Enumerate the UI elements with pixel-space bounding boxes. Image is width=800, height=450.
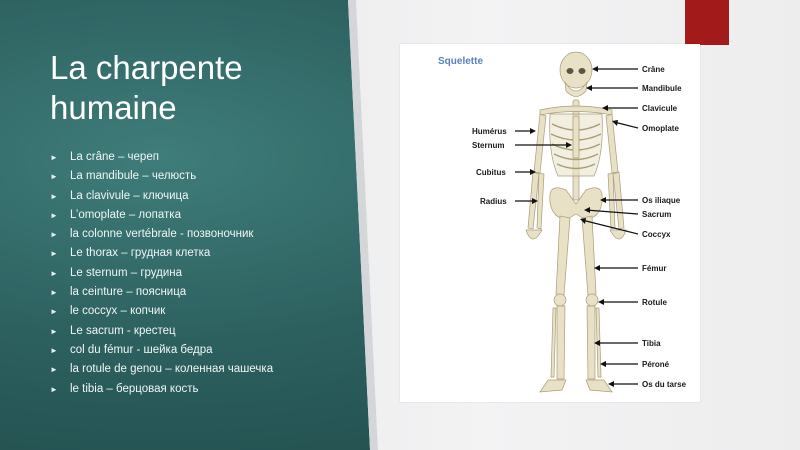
bullet-arrow-icon: ► — [50, 268, 58, 278]
bullet-arrow-icon: ► — [50, 288, 58, 298]
list-item — [50, 264, 273, 283]
list-item — [50, 187, 273, 206]
label-cubitus: Cubitus — [476, 168, 506, 177]
bullet-arrow-icon: ► — [50, 230, 58, 240]
skeleton-icon — [526, 52, 626, 392]
vocab-list — [50, 148, 273, 399]
label-humerus: Humérus — [472, 127, 507, 136]
bullet-arrow-icon: ► — [50, 210, 58, 220]
list-item — [50, 148, 273, 167]
list-item-text: la colonne vertébrale - позвоночник — [70, 228, 254, 241]
list-item — [50, 283, 273, 302]
title-line-1: La charpente — [50, 49, 243, 86]
skeleton-illustration — [400, 44, 700, 402]
bullet-arrow-icon: ► — [50, 172, 58, 182]
label-coccyx: Coccyx — [642, 230, 671, 239]
list-item-text: la rotule de genou – коленная чашечка — [70, 363, 274, 376]
list-item — [50, 244, 273, 263]
list-item-text: La clavivule – ключица — [70, 189, 189, 202]
accent-tab — [685, 0, 729, 45]
list-item-text: le coccyx – копчик — [70, 305, 166, 318]
list-item-text: La mandibule – челюсть — [70, 170, 197, 183]
skeleton-figure — [400, 44, 700, 402]
list-item-text: col du fémur - шейка бедра — [70, 343, 213, 356]
list-item — [50, 225, 273, 244]
label-mandibule: Mandibule — [642, 84, 682, 93]
list-item-text: La crâne – череп — [70, 151, 159, 163]
bullet-arrow-icon: ► — [50, 384, 58, 394]
list-item-text: Le sacrum - крестец — [70, 324, 176, 337]
list-item-text: le tibia – берцовая кость — [70, 382, 199, 395]
bullet-arrow-icon: ► — [50, 153, 58, 162]
label-tibia: Tibia — [642, 339, 661, 348]
list-item-text: Le sternum – грудина — [70, 266, 183, 279]
slide-title — [50, 48, 243, 128]
label-radius: Radius — [480, 197, 507, 206]
label-sacrum: Sacrum — [642, 210, 672, 219]
bullet-arrow-icon: ► — [50, 345, 58, 355]
list-item-text: L’omoplate – лопатка — [70, 208, 181, 221]
label-perone: Péroné — [642, 360, 670, 369]
label-rotule: Rotule — [642, 298, 667, 307]
list-item — [50, 360, 273, 379]
list-item-text: la ceinture – поясница — [70, 286, 187, 299]
figure-title: Squelette — [438, 56, 484, 67]
list-item — [50, 380, 273, 399]
list-item — [50, 322, 273, 341]
label-os-du-tarse: Os du tarse — [642, 380, 687, 389]
label-clavicule: Clavicule — [642, 104, 678, 113]
bullet-arrow-icon: ► — [50, 365, 58, 375]
label-sternum: Sternum — [472, 141, 505, 150]
list-item — [50, 341, 273, 360]
label-omoplate: Omoplate — [642, 124, 679, 133]
label-os-iliaque: Os iliaque — [642, 196, 681, 205]
label-crane: Crâne — [642, 65, 665, 74]
bullet-arrow-icon: ► — [50, 191, 58, 201]
list-item — [50, 206, 273, 225]
label-femur: Fémur — [642, 264, 667, 273]
list-item — [50, 167, 273, 186]
list-item — [50, 302, 273, 321]
list-item-text: Le thorax – грудная клетка — [70, 247, 211, 260]
bullet-arrow-icon: ► — [50, 326, 58, 336]
bullet-arrow-icon: ► — [50, 307, 58, 317]
title-line-2: humaine — [50, 89, 177, 126]
bullet-arrow-icon: ► — [50, 249, 58, 259]
